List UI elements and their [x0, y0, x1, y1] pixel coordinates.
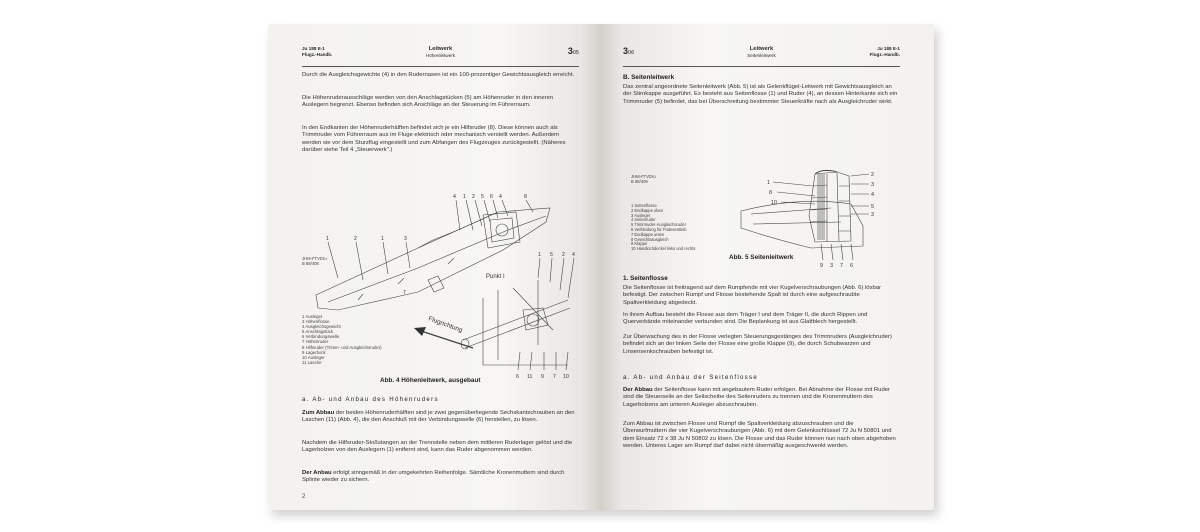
mid-callout: 7	[403, 290, 406, 296]
legend-item: 8 Hilfsruder (Trimm- und Ausgleichsruder)	[302, 344, 382, 350]
left-abbau-paragraph	[302, 410, 576, 425]
right-top-callout-2: 5	[550, 252, 553, 258]
left-page	[268, 24, 601, 510]
bottom-callout-5: 10	[563, 374, 569, 380]
legend-item: 9 Klappe	[631, 241, 648, 247]
left-header-model-line2: Flugz.-Handb.	[302, 51, 333, 57]
legend-item: 10 Ausleger	[302, 354, 325, 360]
right-stamp-line2: B 88/409	[631, 179, 648, 184]
bottom-callout-1: 6	[516, 374, 519, 380]
fig5-left-callout-2: 8	[769, 190, 772, 196]
left-nachdem-paragraph: Nachdem die Hilfsruder-Stoßstangen an der Trennstelle neben dem mittleren Ruderlager gelöst und die Lagerbolzen von den Auslegern (1) entfernt sind, kann das Ruder abgenommen werden.	[302, 440, 573, 454]
fig5-bottom-callout-2: 3	[830, 263, 833, 269]
top-callout-1: 4	[453, 194, 456, 200]
right-abbau-text: der Seitenflosse kann mit angebautem Ruder erfolgen. Bei Abnahme der Flosse mit Ruder sind die Steuerseile an der Seilscheibe des Seitenruders zu trennen und die Kronenmuttern des Lagerbolzens am unteren Ausleger abzuschrauben.	[623, 387, 890, 408]
top-callout-3: 2	[472, 194, 475, 200]
anbau-label: Der Anbau	[302, 470, 332, 476]
legend-item: 3 Ausleger	[631, 212, 651, 218]
legend-item: 5 Anschlagstück	[302, 329, 334, 335]
anbau-text: erfolgt sinngemäß in der umgekehrten Reihenfolge. Sämtliche Kronenmuttern sind durch Splinte wieder zu sichern.	[302, 470, 565, 484]
right-top-callout-1: 1	[538, 252, 541, 258]
top-callout-4: 5	[481, 194, 484, 200]
left-page-number	[568, 46, 579, 56]
open-book	[268, 24, 934, 512]
right-header-model-line2: Flugz.-Handb.	[869, 51, 900, 57]
legend-item: 8 Gewichtsausgleich	[631, 236, 669, 242]
left-section-heading: a. Ab- und Anbau des Höhenruders	[302, 396, 439, 403]
flight-direction-label: Flugrichtung	[427, 315, 464, 335]
legend-item: 9 Lagerbock	[302, 349, 326, 355]
fig5-right-callout-1: 2	[871, 172, 874, 178]
fig5-bottom-callout-3: 7	[840, 263, 843, 269]
left-figure-legend	[302, 314, 382, 365]
left-callout-3: 1	[381, 236, 384, 242]
left-paragraph-2: Die Höhenruderausschläge werden von den Anschlagstücken (5) am Höhenruder in den inneren Auslegern begrenzt. Ebenso befinden sich Anschläge an der Steuerung im Führerraum.	[302, 95, 554, 109]
right-subsection-heading: 1. Seitenflosse	[623, 275, 668, 282]
left-paragraph-1: Durch die Ausgleichsgewichte (4) in den Rudernasen ist ein 100-prozentiger Gewichtsausgleich erreicht.	[302, 72, 575, 78]
left-figure-caption: Abb. 4 Höhenleitwerk, ausgebaut	[380, 377, 481, 384]
legend-item: 6 Verkleidung für Podesentleib	[631, 226, 687, 232]
right-page	[601, 24, 934, 510]
legend-item: 11 Lasche	[302, 359, 322, 365]
right-last-paragraph: Zum Abbau ist zwischen Flosse und Rumpf die Spaltverkleidung abzuschrauben und die Überwurfmuttern der vier Kugelverschraubungen (Abb. 6) mit dem Gelenkschlüssel 72 Ju N 50801 und dem Einsatz 72 x 38 Ju N 50802 zu lösen. Die Flosse und das Ruder können nun nach oben abgehoben werden. Unteres Lager am Rumpf darf dabei nicht übermäßig ausgeschwenkt werden.	[623, 421, 896, 449]
left-anbau-paragraph	[302, 470, 576, 485]
fig5-right-callout-5: 3	[871, 212, 874, 218]
fig5-left-callout-1: 1	[767, 180, 770, 186]
right-header-title-main: Leitwerk	[749, 46, 774, 52]
right-section-title: B. Seitenleitwerk	[623, 74, 675, 81]
right-header-model	[870, 46, 900, 57]
left-page-number-main: 3	[567, 46, 573, 56]
left-footer-number: 2	[302, 494, 306, 500]
left-callout-2: 2	[354, 236, 357, 242]
left-header-title	[302, 46, 579, 58]
legend-item: 4 Seitenruder	[631, 217, 656, 223]
right-section-heading: a. Ab- und Anbau der Seitenflosse	[623, 374, 759, 381]
abbau-label: Zum Abbau	[302, 410, 335, 416]
right-header-model-line1: Ju 188 E-1	[877, 46, 900, 51]
legend-item: 1 Ausleger	[302, 314, 323, 319]
right-header-title-sub: Seitenleitwerk	[747, 53, 776, 58]
fig5-right-callout-4: 5	[871, 204, 874, 210]
left-page-header	[302, 46, 579, 67]
fig5-bottom-callout-4: 6	[850, 263, 853, 269]
bottom-callout-2: 11	[527, 374, 533, 380]
fig5-left-callout-3: 10	[771, 200, 777, 206]
right-top-callout-3: 2	[562, 252, 565, 258]
left-stamp-line1: JHM-FTVDru	[302, 256, 327, 261]
left-header-model-line1: Ju 188 E-1	[302, 46, 325, 51]
right-paragraph-1: Die Seitenflosse ist freitragend auf dem Rumpfende mit vier Kugelverschraubungen (Abb. 6) lösbar befestigt. Der zwischen Rumpf und Flosse bestehende Spalt ist durch eine aufgeschraubte Spaltverkleidung abgedeckt.	[623, 285, 882, 306]
legend-item: 6 Verbindungswelle	[302, 334, 340, 340]
top-callout-5: 6	[490, 194, 493, 200]
right-abbau-label: Der Abbau	[623, 387, 653, 393]
top-callout-7: 8	[524, 194, 527, 200]
left-callout-1: 1	[326, 236, 329, 242]
right-intro-paragraph: Das zentral angeordnete Seitenleitwerk (Abb. 5) ist als Gelenkflügel-Leitwerk mit Gewichtsausgleich an der Stirnkappe ausgeführt. Es besteht aus Seitenflosse (1) und Ruder (4), an dessen Hinterkante sich ein Trimmruder (5) befindet, das bei Überschreitung bestimmter Steuerkräfte nach als Ausgleichruder wirkt.	[623, 84, 898, 105]
left-header-title-sub: Höhenleitwerk	[425, 53, 456, 58]
top-callout-6: 4	[499, 194, 502, 200]
right-figure-legend	[631, 204, 695, 252]
fig5-right-callout-3: 4	[871, 192, 874, 198]
legend-item: 7 Höhenruder	[302, 339, 329, 345]
legend-item: 4 Ausgleichsgewicht	[302, 324, 341, 330]
bottom-callout-3: 9	[541, 374, 544, 380]
right-paragraph-2: In ihrem Aufbau besteht die Flosse aus dem Träger I und dem Träger II, die durch Rippen und Querverbände miteinander verbunden sind. Die Beplankung ist aus Glattblech hergestellt.	[623, 312, 868, 326]
legend-item: 2 Endkappe oben	[631, 207, 664, 213]
left-header-title-main: Leitwerk	[428, 46, 453, 52]
legend-item: 1 Seitenflosse	[631, 203, 657, 208]
legend-item: 10 Handlochdeckel links und rechts	[631, 246, 696, 252]
right-stamp-line1: JHM-FTVDru	[631, 174, 656, 179]
left-stamp-line2: B 88/408	[302, 261, 319, 266]
top-callout-2: 1	[463, 194, 466, 200]
right-page-number-suffix: 06	[628, 50, 635, 56]
right-top-callout-4: 4	[572, 252, 575, 258]
punkt-label: Punkt I	[486, 274, 505, 280]
horizontal-stabilizer-drawing	[268, 170, 601, 400]
left-paragraph-3: In den Endkanten der Höhenruderhälften befindet sich je ein Hilfsruder (8). Diese können auch als Trimmruder vom Führerraum aus im Fluge elektrisch oder mechanisch verstellt werden. Außerdem werden sie vor dem Sturzflug eingestellt und zum Abfangen des Flugzeuges zurückgestellt. (Näheres darüber siehe Teil 4 „Steuerwerk".)	[302, 125, 566, 153]
right-paragraph-3: Zur Überwachung des in der Flosse verlegten Steuerungsgestänges des Trimmruders (Ausgleichruder) befindet sich an der linken Seite der Flosse eine große Klappe (9), die durch Schubwarzen und Linsensenkschrauben befestigt ist.	[623, 334, 892, 355]
bottom-callout-4: 7	[553, 374, 556, 380]
fig5-bottom-callout-1: 9	[820, 263, 823, 269]
right-figure-caption: Abb. 5 Seitenleitwerk	[729, 254, 794, 261]
right-header-title	[623, 46, 900, 58]
legend-item: 5 Trimmruder-Ausgleichsruder	[631, 222, 687, 228]
right-page-number-main: 3	[623, 46, 629, 56]
right-page-header	[623, 46, 900, 67]
left-callout-4: 3	[404, 236, 407, 242]
legend-item: 7 Endkappe unten	[631, 231, 665, 237]
left-page-number-suffix: 05	[572, 50, 579, 56]
right-abbau-paragraph	[623, 387, 899, 409]
legend-item: 2 Höhenflosse	[302, 319, 330, 325]
fig5-right-callout-2: 3	[871, 182, 874, 188]
abbau-text: der beiden Höhenruderhälften sind je zwei gegenüberliegende Sechskantschrauben an den Laschen (11) (Abb. 4), die den Anschluß mit der Verbindungswelle (6) herstellen, zu lösen.	[302, 410, 575, 424]
